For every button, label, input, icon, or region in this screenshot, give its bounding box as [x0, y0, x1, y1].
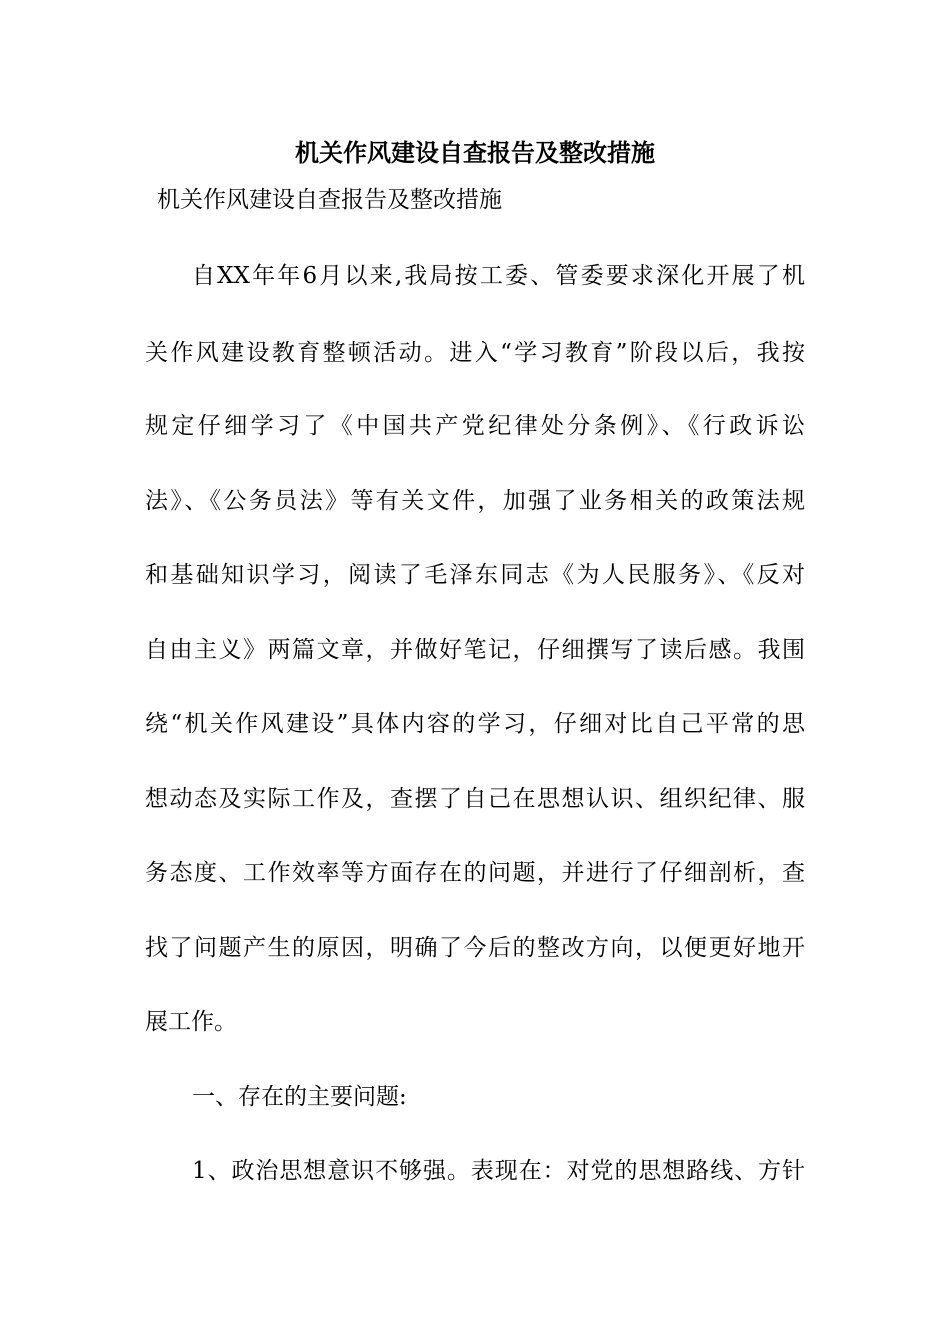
paragraph-line: 规定仔细学习了《中国共产党纪律处分条例》、《行政诉讼: [145, 413, 805, 439]
paragraph-line: 务态度、工作效率等方面存在的问题，并进行了仔细剖析，查: [145, 860, 805, 886]
paragraph-line: 自XX年年6月以来,我局按工委、管委要求深化开展了机: [192, 263, 805, 289]
section-heading: 一、存在的主要问题:: [192, 1084, 407, 1110]
paragraph-line: 绕“机关作风建设”具体内容的学习，仔细对比自己平常的思: [145, 711, 805, 737]
paragraph-line: 自由主义》两篇文章，并做好笔记，仔细撰写了读后感。我围: [145, 637, 805, 663]
paragraph-line: 和基础知识学习，阅读了毛泽东同志《为人民服务》、《反对: [145, 562, 805, 588]
document-subtitle: 机关作风建设自查报告及整改措施: [157, 187, 502, 213]
document-title: 机关作风建设自查报告及整改措施: [295, 138, 655, 167]
paragraph-line: 展工作。: [145, 1009, 237, 1035]
paragraph-line: 关作风建设教育整顿活动。进入“学习教育”阶段以后，我按: [145, 340, 805, 366]
paragraph-line: 想动态及实际工作及，查摆了自己在思想认识、组织纪律、服: [145, 786, 805, 812]
list-item-line: 1、政治思想意识不够强。表现在：对党的思想路线、方针: [192, 1158, 805, 1184]
paragraph-line: 法》、《公务员法》等有关文件，加强了业务相关的政策法规: [145, 488, 805, 514]
paragraph-line: 找了问题产生的原因，明确了今后的整改方向，以便更好地开: [145, 935, 805, 961]
